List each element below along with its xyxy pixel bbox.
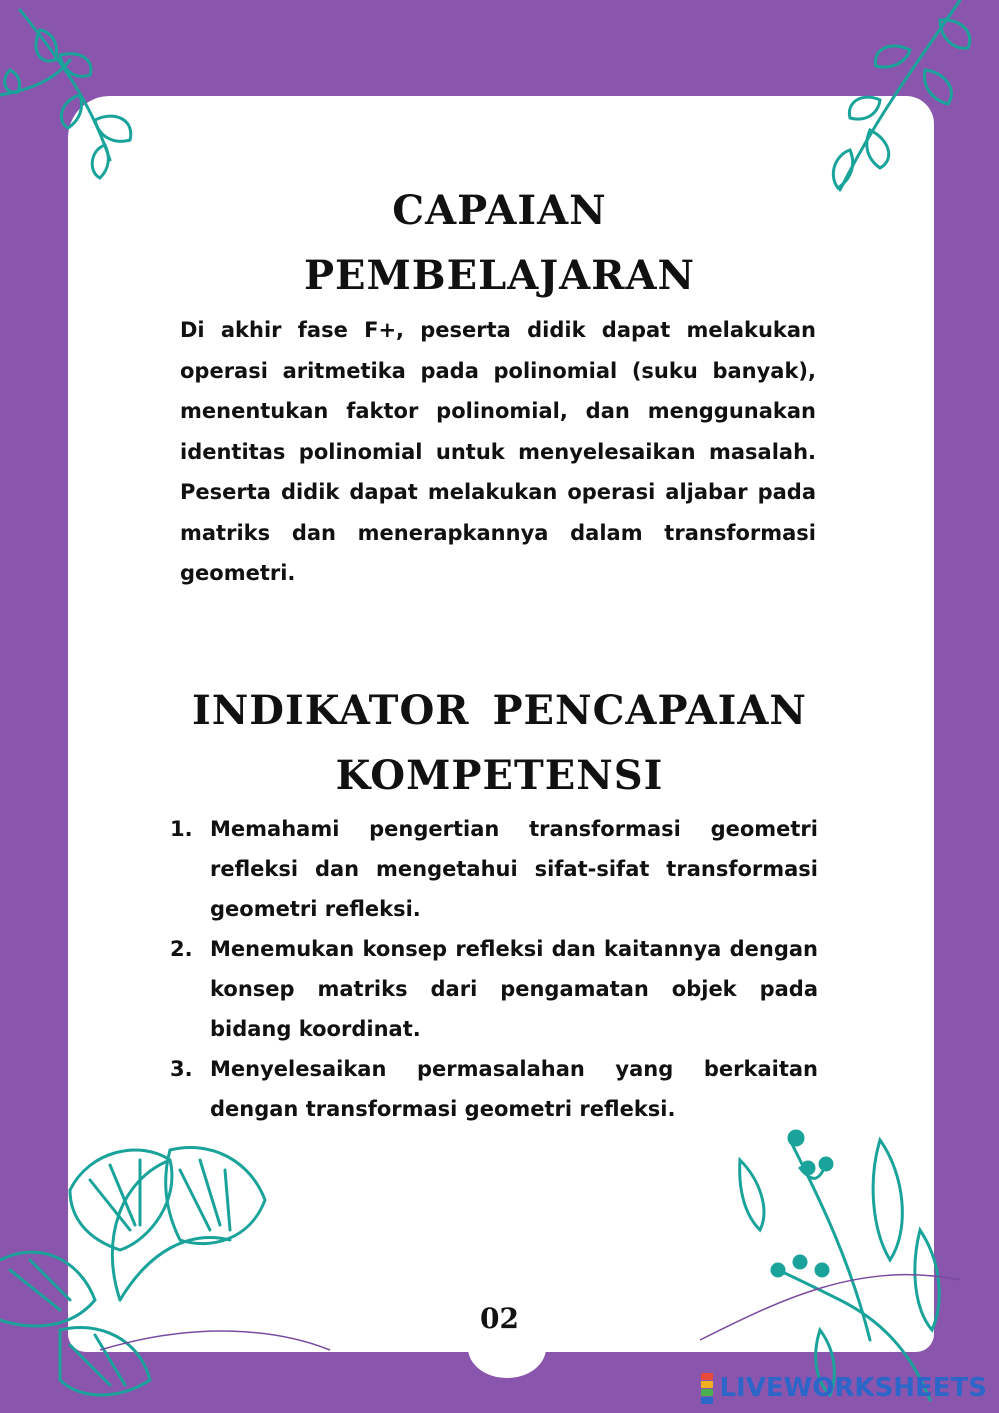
capaian-title-line2: PEMBELAJARAN	[303, 252, 696, 299]
list-item-number: 2.	[170, 937, 193, 961]
capaian-title-line1: CAPAIAN	[392, 187, 607, 234]
indikator-list	[170, 809, 818, 1129]
indikator-title-line2: KOMPETENSI	[335, 752, 664, 799]
list-item-text: Menemukan konsep refleksi dan kaitannya dengan konsep matriks dari pengamatan objek pada bidang koordinat.	[210, 937, 818, 1041]
list-item-number: 1.	[170, 817, 193, 841]
page-number: 02	[480, 1302, 519, 1335]
watermark-text: LIVEWORKSHEETS	[719, 1373, 987, 1403]
indikator-title-line1: INDIKATOR PENCAPAIAN	[192, 687, 807, 734]
list-item	[170, 929, 818, 1049]
list-item-text: Menyelesaikan permasalahan yang berkaitan dengan transformasi geometri refleksi.	[210, 1057, 818, 1121]
liveworksheets-logo-icon	[701, 1373, 713, 1404]
capaian-paragraph: Di akhir fase F+, peserta didik dapat melakukan operasi aritmetika pada polinomial (suku banyak), menentukan faktor polinomial, dan menggunakan identitas polinomial untuk menyelesaikan masalah. Peserta didik dapat melakukan operasi aljabar pada matriks dan menerapkannya dalam transformasi geometri.	[180, 318, 816, 585]
list-item-text: Memahami pengertian transformasi geometri refleksi dan mengetahui sifat-sifat transformasi geometri refleksi.	[210, 817, 818, 921]
list-item-number: 3.	[170, 1057, 193, 1081]
list-item	[170, 809, 818, 929]
list-item	[170, 1049, 818, 1129]
liveworksheets-watermark	[701, 1373, 987, 1403]
